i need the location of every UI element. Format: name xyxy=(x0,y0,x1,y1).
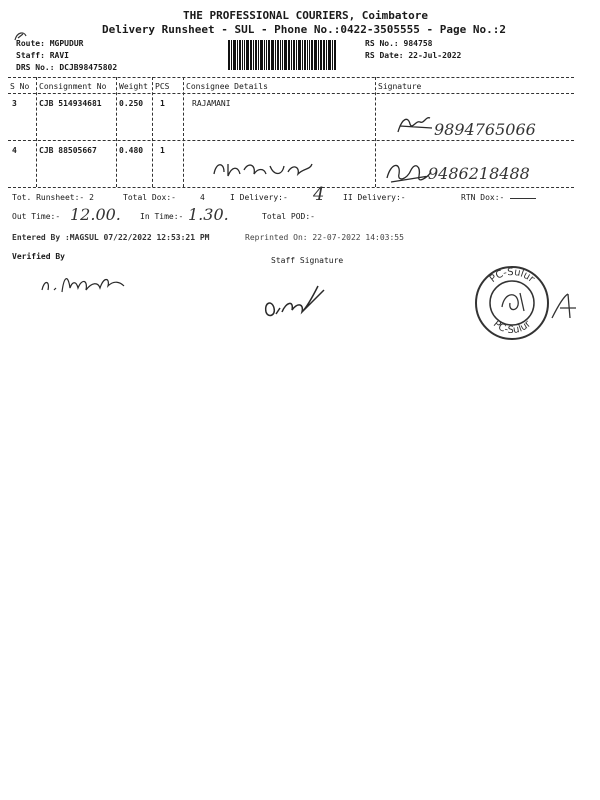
row-1-consignee: RAJAMANI xyxy=(192,99,231,108)
verified-by-signature xyxy=(38,268,133,298)
total-dox-value: 4 xyxy=(200,193,205,202)
stamp-top-text: PC-Sulur xyxy=(487,266,537,285)
rtn-dox-label: RTN Dox:- xyxy=(461,193,505,202)
in-time-label: In Time:- xyxy=(140,212,184,221)
col-header-weight: Weight xyxy=(119,82,148,91)
svg-text:PC-Sulur xyxy=(488,267,537,286)
rs-no-label: RS No.: xyxy=(365,39,399,48)
col-header-sno: S No xyxy=(10,82,30,91)
staff-signature-label: Staff Signature xyxy=(271,256,344,265)
col-divider xyxy=(375,77,376,187)
rs-no-row xyxy=(365,39,432,48)
out-time-label: Out Time:- xyxy=(12,212,61,221)
entered-by: Entered By :MAGSUL 07/22/2022 12:53:21 PM xyxy=(12,233,210,242)
stamp-signature-mark xyxy=(548,292,584,322)
col-divider xyxy=(183,77,184,187)
staff-label: Staff: xyxy=(16,51,45,60)
col-divider xyxy=(116,77,117,187)
runsheet-subtitle: Delivery Runsheet - SUL - Phone No.:0422-3505555 - Page No.:2 xyxy=(102,23,506,36)
rtn-dox-dash xyxy=(510,198,536,199)
i-delivery-value: 4 xyxy=(313,184,325,205)
staff-value: RAVI xyxy=(49,51,69,60)
tot-runsheet: Tot. Runsheet:- 2 xyxy=(12,193,94,202)
route-label: Route: xyxy=(16,39,45,48)
svg-text:PC-Sulur xyxy=(491,318,534,336)
row-1-handwritten-phone: 9894765066 xyxy=(434,120,536,139)
row-1-pcs: 1 xyxy=(160,99,165,108)
rs-date-row xyxy=(365,51,461,60)
route-value: MGPUDUR xyxy=(49,39,84,48)
table-top-rule xyxy=(8,77,574,78)
barcode xyxy=(228,40,337,70)
row-1-weight: 0.250 xyxy=(119,99,144,108)
col-divider xyxy=(36,77,37,187)
col-header-pcs: PCS xyxy=(155,82,170,91)
col-header-signature: Signature xyxy=(378,82,422,91)
table-header-rule xyxy=(8,93,574,94)
staff-signature xyxy=(262,278,332,326)
ii-delivery-label: II Delivery:- xyxy=(343,193,406,202)
row-2-tamil-handwriting xyxy=(212,156,322,182)
verified-by-label: Verified By xyxy=(12,252,65,261)
pc-sulur-stamp xyxy=(472,263,552,343)
in-time-value: 1.30. xyxy=(188,205,229,224)
row-1-signature-scribble xyxy=(396,112,436,138)
route-row xyxy=(16,39,83,48)
col-header-consignment: Consignment No xyxy=(39,82,107,91)
row-2-consignment: CJB 88505667 xyxy=(39,146,97,155)
col-header-consignee: Consignee Details xyxy=(186,82,268,91)
reprinted-on: Reprinted On: 22-07-2022 14:03:55 xyxy=(245,233,404,242)
col-divider xyxy=(152,77,153,187)
row-2-sno: 4 xyxy=(12,146,17,155)
row-divider xyxy=(8,140,574,141)
staff-row xyxy=(16,51,69,60)
row-1-sno: 3 xyxy=(12,99,17,108)
drs-label: DRS No.: xyxy=(16,63,55,72)
rs-date-value: 22-Jul-2022 xyxy=(408,51,462,60)
i-delivery-label: I Delivery:- xyxy=(230,193,288,202)
row-2-weight: 0.480 xyxy=(119,146,144,155)
row-2-handwritten-phone: 9486218488 xyxy=(428,164,530,183)
drs-row xyxy=(16,63,117,72)
rs-no-value: 984758 xyxy=(403,39,433,48)
table-bottom-rule xyxy=(8,187,574,188)
rs-date-label: RS Date: xyxy=(365,51,404,60)
row-2-pcs: 1 xyxy=(160,146,165,155)
company-name: THE PROFESSIONAL COURIERS, Coimbatore xyxy=(183,9,429,22)
drs-value: DCJB98475802 xyxy=(59,63,118,72)
total-dox-label: Total Dox:- xyxy=(123,193,176,202)
row-1-consignment: CJB 514934681 xyxy=(39,99,102,108)
row-2-signature-scribble xyxy=(385,158,433,188)
total-pod-label: Total POD:- xyxy=(262,212,315,221)
stamp-bottom-text: PC-Sulur xyxy=(490,318,534,337)
out-time-value: 12.00. xyxy=(70,205,121,224)
